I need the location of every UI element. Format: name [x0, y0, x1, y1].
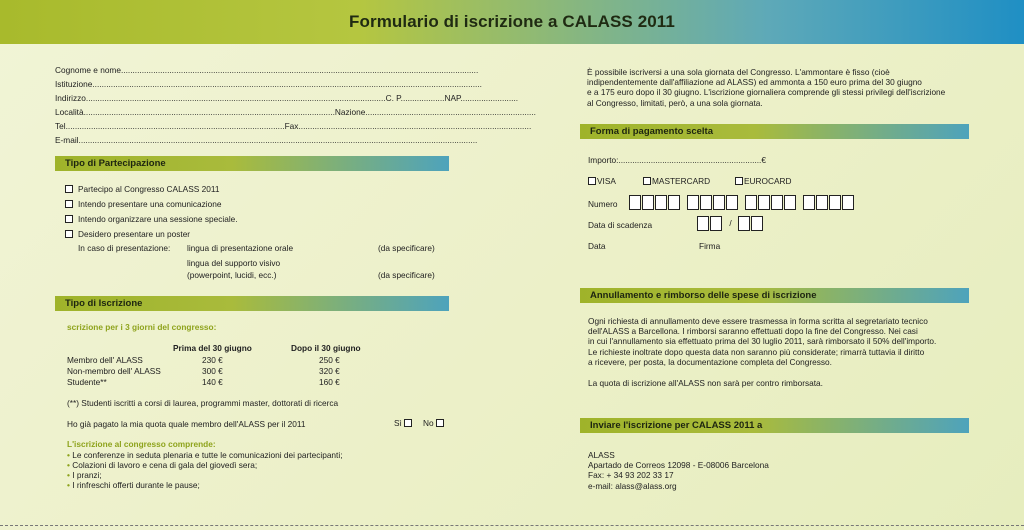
date-label: Data — [588, 241, 606, 251]
checkbox[interactable] — [65, 230, 73, 238]
email-label: E-mail — [55, 135, 79, 145]
includes-text: I pranzi; — [72, 470, 102, 480]
option-label: Intendo presentare una comunicazione — [78, 199, 222, 209]
yes-option[interactable] — [394, 418, 417, 428]
bullet-icon: • — [67, 450, 70, 460]
participation-option-4[interactable] — [65, 229, 190, 239]
visual-language-label: lingua del supporto visivo — [187, 258, 281, 268]
amount-field[interactable]: Importo:..............................................................€ — [588, 155, 766, 165]
includes-text: Le conferenze in seduta plenaria e tutte le comunicazioni dei partecipanti; — [72, 450, 343, 460]
day-info-line: indipendentemente dall'affiliazione ad ALASS) ed ammonta a 150 euro prima del 30 giugno — [587, 77, 922, 88]
cancellation-line: dell'ALASS a Barcellona. I rimborsi saranno effettuati dopo la fine del Congresso. Nei casi — [588, 326, 918, 337]
checkbox[interactable] — [643, 177, 651, 185]
oral-spec-label: (da specificare) — [378, 243, 435, 253]
digit-box[interactable] — [758, 195, 770, 210]
address-field[interactable]: Indirizzo..................................................................................................................................C. P...................NAP......................... — [55, 93, 519, 103]
fee-row-after: 160 € — [319, 377, 340, 387]
cancellation-line: a ricevere, per posta, la documentazione completa del Congresso. — [588, 356, 832, 367]
number-label: Numero — [588, 199, 618, 209]
col-after-header: Dopo il 30 giugno — [291, 343, 361, 353]
card-label: VISA — [597, 176, 616, 186]
digit-box[interactable] — [816, 195, 828, 210]
digit-box[interactable] — [726, 195, 738, 210]
expiry-label: Data di scadenza — [588, 220, 653, 230]
bullet-icon: • — [67, 480, 70, 490]
digit-box[interactable] — [697, 216, 709, 231]
name-label: Cognome e nome — [55, 65, 121, 75]
oral-language-label: lingua di presentazione orale — [187, 243, 294, 253]
day-info-line: È possibile iscriversi a una sola giornata del Congresso. L'ammontare è fisso (cioè — [587, 67, 890, 77]
checkbox[interactable] — [65, 200, 73, 208]
tel-label: Tel — [55, 121, 66, 131]
card-mastercard[interactable] — [643, 176, 710, 186]
includes-item — [67, 460, 257, 470]
students-note: (**) Studenti iscritti a corsi di laurea, programmi master, dottorati di ricerca — [67, 398, 339, 408]
day-info-line: e a 175 euro dopo il 30 giugno. L'iscrizione giornaliera comprende gli stessi privilegi dell'iscrizione — [587, 87, 946, 98]
digit-box[interactable] — [842, 195, 854, 210]
no-checkbox[interactable] — [436, 419, 444, 427]
yes-checkbox[interactable] — [404, 419, 412, 427]
option-label: Intendo organizzare una sessione speciale. — [78, 214, 238, 224]
cp-label: C. P. — [385, 93, 403, 103]
bullet-icon: • — [67, 470, 70, 480]
amount-label: Importo: — [588, 155, 619, 165]
digit-box[interactable] — [829, 195, 841, 210]
fee-row-before: 140 € — [202, 377, 223, 387]
cut-line — [0, 525, 1024, 526]
digit-box[interactable] — [700, 195, 712, 210]
digit-box[interactable] — [668, 195, 680, 210]
send-line: Apartado de Correos 12098 - E-08006 Barcelona — [588, 460, 769, 471]
yes-label: Sì — [394, 418, 402, 428]
expiry-input[interactable] — [697, 216, 764, 231]
includes-title: L'iscrizione al congresso comprende: — [67, 439, 216, 449]
option-label: Partecipo al Congresso CALASS 2011 — [78, 184, 220, 194]
checkbox[interactable] — [735, 177, 743, 185]
fee-row-after: 320 € — [319, 366, 340, 376]
send-line: Fax: + 34 93 202 33 17 — [588, 470, 674, 481]
paid-question: Ho già pagato la mia quota quale membro dell'ALASS per il 2011 — [67, 419, 306, 429]
day-info — [587, 67, 977, 108]
col-before-header: Prima del 30 giugno — [173, 343, 252, 353]
send-address — [588, 450, 978, 491]
fax-label: Fax — [284, 121, 299, 131]
cancellation-line: Le richieste inoltrate dopo questa data non saranno più considerate; rimarrà tuttavia il diritto — [588, 346, 925, 357]
registration-header: Tipo di Iscrizione — [55, 296, 449, 311]
digit-box[interactable] — [738, 216, 750, 231]
email-field[interactable]: E-mail............................................................................................................................................................................. — [55, 135, 478, 145]
digit-box[interactable] — [687, 195, 699, 210]
participation-option-2[interactable] — [65, 199, 221, 209]
fee-row-before: 230 € — [202, 355, 223, 365]
expiry-separator: / — [729, 217, 732, 228]
digit-box[interactable] — [713, 195, 725, 210]
institution-label: Istituzione — [55, 79, 93, 89]
digit-box[interactable] — [642, 195, 654, 210]
name-field[interactable]: Cognome e nome........................................................................................................................................................... — [55, 65, 479, 75]
card-eurocard[interactable] — [735, 176, 791, 186]
no-label: No — [423, 418, 434, 428]
locality-field[interactable]: Località.............................................................................................................Nazione.......................................................................... — [55, 107, 536, 117]
title-bar — [0, 0, 1024, 44]
option-label: Desidero presentare un poster — [78, 229, 191, 239]
digit-box[interactable] — [745, 195, 757, 210]
fee-row-label: Studente** — [67, 377, 107, 387]
fee-row-label: Membro dell' ALASS — [67, 355, 143, 365]
send-line: ALASS — [588, 450, 615, 460]
includes-text: I rinfreschi offerti durante le pause; — [72, 480, 200, 490]
digit-box[interactable] — [655, 195, 667, 210]
payment-header: Forma di pagamento scelta — [580, 124, 969, 139]
registration-intro: scrizione per i 3 giorni del congresso: — [67, 322, 217, 332]
send-line: e-mail: alass@alass.org — [588, 480, 677, 491]
no-option[interactable] — [423, 418, 449, 428]
fee-row-after: 250 € — [319, 355, 340, 365]
cancellation-note: La quota di iscrizione all'ALASS non sarà per contro rimborsata. — [588, 378, 823, 388]
digit-box[interactable] — [803, 195, 815, 210]
page-title: Formulario di iscrizione a CALASS 2011 — [349, 12, 675, 31]
digit-box[interactable] — [751, 216, 763, 231]
nap-label: NAP — [444, 93, 461, 103]
includes-item — [67, 450, 343, 460]
card-label: MASTERCARD — [652, 176, 711, 186]
card-number-input[interactable] — [629, 195, 855, 210]
fee-row-label: Non-membro dell' ALASS — [67, 366, 161, 376]
tel-fax-field[interactable]: Tel...............................................................................................Fax..................................................................................................... — [55, 121, 532, 131]
locality-label: Località — [55, 107, 84, 117]
participation-header: Tipo di Partecipazione — [55, 156, 449, 171]
checkbox[interactable] — [65, 215, 73, 223]
day-info-line: al Congresso, limitati, però, a una sola giornata. — [587, 97, 763, 108]
checkbox[interactable] — [65, 185, 73, 193]
send-header: Inviare l'iscrizione per CALASS 2011 a — [580, 418, 969, 433]
digit-box[interactable] — [771, 195, 783, 210]
presentation-label: In caso di presentazione: — [78, 243, 171, 253]
currency-label: € — [761, 155, 766, 165]
includes-text: Colazioni di lavoro e cena di gala del giovedì sera; — [72, 460, 258, 470]
participation-option-3[interactable] — [65, 214, 238, 224]
visual-spec-label: (da specificare) — [378, 270, 435, 280]
digit-box[interactable] — [710, 216, 722, 231]
includes-item — [67, 470, 102, 480]
cancellation-text — [588, 316, 978, 367]
nation-label: Nazione — [334, 107, 366, 117]
institution-field[interactable]: Istituzione......................................................................................................................................................................... — [55, 79, 482, 89]
digit-box[interactable] — [784, 195, 796, 210]
fee-row-before: 300 € — [202, 366, 223, 376]
card-label: EUROCARD — [744, 176, 792, 186]
address-label: Indirizzo — [55, 93, 86, 103]
includes-item — [67, 480, 200, 490]
card-visa[interactable] — [588, 176, 616, 186]
checkbox[interactable] — [588, 177, 596, 185]
signature-label: Firma — [699, 241, 721, 251]
digit-box[interactable] — [629, 195, 641, 210]
participation-option-1[interactable] — [65, 184, 219, 194]
cancellation-header: Annullamento e rimborso delle spese di iscrizione — [580, 288, 969, 303]
bullet-icon: • — [67, 460, 70, 470]
visual-language-detail: (powerpoint, lucidi, ecc.) — [187, 270, 277, 280]
cancellation-line: in cui l'annullamento sia effettuato prima del 30 luglio 2011, sarà rimborsato il 50% dell'importo. — [588, 336, 937, 347]
cancellation-line: Ogni richiesta di annullamento deve essere trasmessa in forma scritta al segretariato tecnico — [588, 316, 928, 326]
